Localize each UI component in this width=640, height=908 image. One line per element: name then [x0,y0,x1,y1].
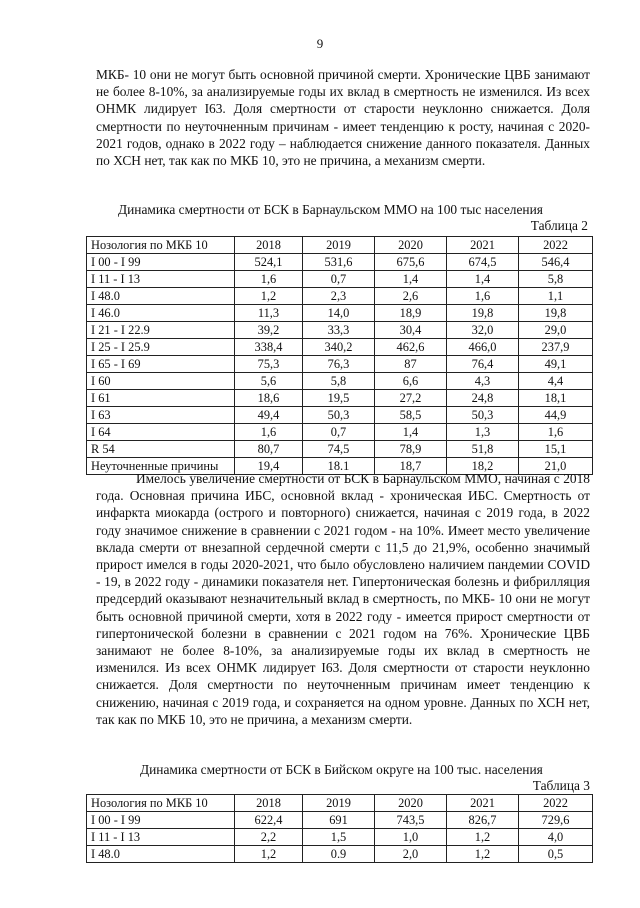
value-cell: 14,0 [303,305,375,322]
table-row [87,322,593,339]
column-header-year: 2022 [519,237,593,254]
value-cell: 237,9 [519,339,593,356]
row-label-cell: I 60 [87,373,235,390]
table-3-biysk-mortality [86,794,593,863]
value-cell: 15,1 [519,441,593,458]
column-header-nosology: Нозология по МКБ 10 [87,237,235,254]
value-cell: 5,8 [303,373,375,390]
value-cell: 4,0 [519,829,593,846]
value-cell: 80,7 [235,441,303,458]
row-label-cell: I 61 [87,390,235,407]
value-cell: 338,4 [235,339,303,356]
value-cell: 1,4 [375,271,447,288]
value-cell: 2,3 [303,288,375,305]
table-row [87,254,593,271]
table-2-number: Таблица 2 [530,218,588,233]
table-2-caption: Динамика смертности от БСК в Барнаульском ММО на 100 тыс населения [118,202,543,217]
paragraph-barnaul-analysis: Имелось увеличение смертности от БСК в Барнаульском ММО, начиная с 2018 года. Основная причина ИБС, основной вклад - хроническая ИБС. Смертность от инфаркта миокарда (острого и повторного) снижается, начиная с 2019 года, в 2022 году значимое снижение в сравнении с 2021 годом - на 10%. Имеет место увеличение вклада смерти от внезапной сердечной смерти с 11,5 до 21,9%, особенно значимый прирост имелся в годы 2020-2021, что было обусловлено наличием пандемии COVID - 19, в 2022 году - динамики показателя нет. Гипертоническая болезнь и фибрилляция предсердий оказывают незначительный вклад в смертность, по МКБ- 10 они не могут быть основной причиной смерти, хотя в 2022 году - имеется прирост смертности от гипертонической болезни в сравнении с 2021 годом на 76%. Хронические ЦВБ занимают не более 8-10%, за анализируемые годы их вклад в смертность не изменился. Из всех ОНМК лидирует I63. Доля смертности от старости неуклонно снижается. Доля смертности по неуточненным причинам имеет тенденцию к снижению, начиная с 2019 года, и сохраняется на одном уровне. Данных по ХСН нет, так как по МКБ 10, это не причина, а механизм смерти. [96,471,590,727]
table-row [87,846,593,863]
value-cell: 2,2 [235,829,303,846]
value-cell: 11,3 [235,305,303,322]
value-cell: 27,2 [375,390,447,407]
value-cell: 5,6 [235,373,303,390]
value-cell: 826,7 [447,812,519,829]
value-cell: 1,6 [235,271,303,288]
column-header-year: 2019 [303,795,375,812]
value-cell: 18,9 [375,305,447,322]
value-cell: 0.9 [303,846,375,863]
value-cell: 19,5 [303,390,375,407]
value-cell: 33,3 [303,322,375,339]
value-cell: 1,2 [447,829,519,846]
value-cell: 29,0 [519,322,593,339]
value-cell: 0,5 [519,846,593,863]
value-cell: 2,6 [375,288,447,305]
value-cell: 743,5 [375,812,447,829]
value-cell: 51,8 [447,441,519,458]
value-cell: 2,0 [375,846,447,863]
table-2-barnaul-mortality [86,236,593,475]
column-header-year: 2020 [375,795,447,812]
value-cell: 466,0 [447,339,519,356]
table-row [87,356,593,373]
column-header-year: 2020 [375,237,447,254]
value-cell: 30,4 [375,322,447,339]
value-cell: 75,3 [235,356,303,373]
value-cell: 531,6 [303,254,375,271]
table-row [87,829,593,846]
table-header-row [87,237,593,254]
value-cell: 524,1 [235,254,303,271]
value-cell: 19,8 [447,305,519,322]
paragraph-conclusion-continued: МКБ- 10 они не могут быть основной причиной смерти. Хронические ЦВБ занимают не более 8-10%, за анализируемые годы их вклад в смертность не изменился. Из всех ОНМК лидирует I63. Доля смертности от старости неуклонно снижается. Доля смертности по неуточненным причинам - имеет тенденцию к росту, начиная с 2020-2021 годов, однако в 2022 году – наблюдается снижение данного показателя. Данных по ХСН нет, так как по МКБ 10, это не причина, а механизм смерти. [96,67,590,169]
value-cell: 50,3 [303,407,375,424]
table-row [87,373,593,390]
value-cell: 1,6 [519,424,593,441]
value-cell: 18,2 [447,458,519,475]
value-cell: 729,6 [519,812,593,829]
row-label-cell: I 11 - I 13 [87,271,235,288]
row-label-cell: Неуточненные причины [87,458,235,475]
value-cell: 0,7 [303,271,375,288]
value-cell: 19,8 [519,305,593,322]
row-label-cell: I 00 - I 99 [87,812,235,829]
row-label-cell: I 11 - I 13 [87,829,235,846]
table-row [87,339,593,356]
value-cell: 1,2 [235,288,303,305]
value-cell: 4,4 [519,373,593,390]
column-header-year: 2021 [447,795,519,812]
column-header-year: 2019 [303,237,375,254]
value-cell: 78,9 [375,441,447,458]
table-row [87,390,593,407]
table-row [87,441,593,458]
value-cell: 18,6 [235,390,303,407]
table-row [87,407,593,424]
column-header-year: 2018 [235,237,303,254]
value-cell: 44,9 [519,407,593,424]
value-cell: 1,4 [447,271,519,288]
value-cell: 19,4 [235,458,303,475]
page-number: 9 [316,36,324,51]
value-cell: 49,4 [235,407,303,424]
value-cell: 462,6 [375,339,447,356]
value-cell: 674,5 [447,254,519,271]
value-cell: 5,8 [519,271,593,288]
value-cell: 1,6 [447,288,519,305]
row-label-cell: I 48.0 [87,846,235,863]
row-label-cell: I 25 - I 25.9 [87,339,235,356]
value-cell: 1,2 [447,846,519,863]
row-label-cell: I 65 - I 69 [87,356,235,373]
value-cell: 50,3 [447,407,519,424]
value-cell: 58,5 [375,407,447,424]
value-cell: 546,4 [519,254,593,271]
value-cell: 1,1 [519,288,593,305]
row-label-cell: I 64 [87,424,235,441]
value-cell: 340,2 [303,339,375,356]
table-row [87,271,593,288]
value-cell: 24,8 [447,390,519,407]
value-cell: 18,7 [375,458,447,475]
value-cell: 0,7 [303,424,375,441]
value-cell: 21,0 [519,458,593,475]
table-row [87,288,593,305]
table-row [87,812,593,829]
row-label-cell: I 63 [87,407,235,424]
value-cell: 4,3 [447,373,519,390]
value-cell: 76,3 [303,356,375,373]
value-cell: 39,2 [235,322,303,339]
column-header-year: 2022 [519,795,593,812]
value-cell: 1,2 [235,846,303,863]
value-cell: 1,4 [375,424,447,441]
value-cell: 74,5 [303,441,375,458]
column-header-nosology: Нозология по МКБ 10 [87,795,235,812]
table-header-row [87,795,593,812]
table-3-number: Таблица 3 [532,778,590,793]
row-label-cell: R 54 [87,441,235,458]
value-cell: 622,4 [235,812,303,829]
column-header-year: 2021 [447,237,519,254]
value-cell: 32,0 [447,322,519,339]
value-cell: 1,5 [303,829,375,846]
row-label-cell: I 46.0 [87,305,235,322]
value-cell: 87 [375,356,447,373]
value-cell: 1,0 [375,829,447,846]
table-row [87,305,593,322]
value-cell: 76,4 [447,356,519,373]
value-cell: 691 [303,812,375,829]
table-3-caption: Динамика смертности от БСК в Бийском округе на 100 тыс. населения [140,762,543,777]
row-label-cell: I 48.0 [87,288,235,305]
value-cell: 1,3 [447,424,519,441]
value-cell: 49,1 [519,356,593,373]
value-cell: 18.1 [303,458,375,475]
value-cell: 675,6 [375,254,447,271]
value-cell: 1,6 [235,424,303,441]
table-row [87,424,593,441]
value-cell: 6,6 [375,373,447,390]
row-label-cell: I 21 - I 22.9 [87,322,235,339]
value-cell: 18,1 [519,390,593,407]
column-header-year: 2018 [235,795,303,812]
row-label-cell: I 00 - I 99 [87,254,235,271]
